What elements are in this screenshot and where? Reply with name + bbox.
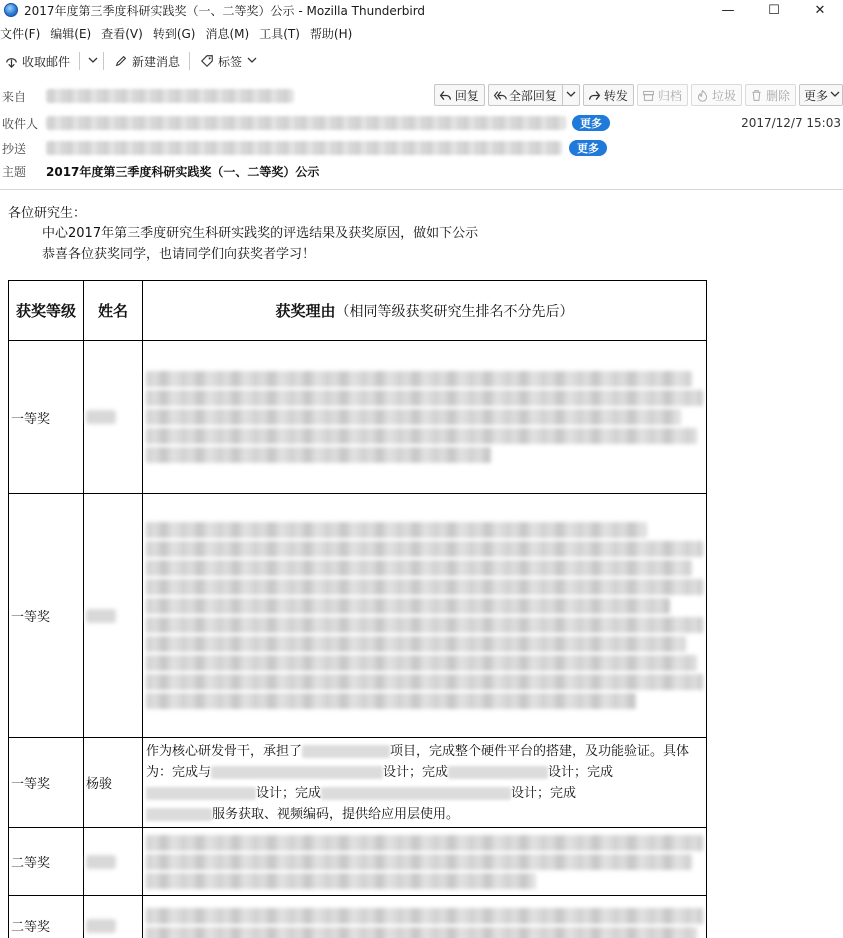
junk-label: 垃圾 — [711, 88, 736, 103]
flame-icon — [696, 88, 710, 102]
cc-row — [0, 138, 843, 158]
header-action-buttons — [434, 84, 843, 106]
award-level: 一等奖 — [9, 738, 84, 828]
minimize-button[interactable]: — — [721, 2, 735, 18]
reason-text: 成 — [600, 764, 614, 780]
header-award-level: 获奖等级 — [9, 281, 84, 341]
delete-button[interactable] — [745, 84, 796, 106]
table-row — [9, 896, 707, 938]
menu-help[interactable]: 帮助(H) — [309, 26, 353, 41]
chevron-down-icon — [830, 88, 840, 102]
reply-all-dropdown[interactable] — [563, 84, 580, 106]
winner-name: 杨骏 — [84, 738, 143, 828]
redacted-name — [86, 609, 116, 623]
reason-text: 设计；完成 — [511, 785, 577, 801]
trash-icon — [750, 88, 764, 102]
tag-button[interactable] — [196, 49, 263, 73]
tag-label: 标签 — [218, 54, 243, 69]
menu-edit[interactable]: 编辑(E) — [50, 26, 92, 41]
redacted-name — [86, 410, 116, 424]
award-reason — [143, 896, 707, 938]
redacted-text — [448, 766, 548, 779]
menu-message[interactable]: 消息(M) — [205, 26, 250, 41]
menu-file[interactable]: 文件(F) — [0, 26, 41, 41]
reply-label: 回复 — [454, 88, 479, 103]
get-mail-button[interactable] — [0, 49, 76, 73]
main-toolbar — [0, 49, 843, 73]
menu-view[interactable]: 查看(V) — [101, 26, 143, 41]
archive-icon — [642, 88, 656, 102]
archive-label: 归档 — [657, 88, 682, 103]
redacted-name — [86, 855, 116, 869]
from-address-redacted[interactable] — [46, 89, 294, 103]
message-date: 2017/12/7 15:03 — [741, 116, 841, 130]
awards-table — [8, 280, 707, 938]
cc-more-button[interactable]: 更多 — [569, 140, 607, 156]
tag-icon — [199, 53, 215, 69]
close-button[interactable]: ✕ — [814, 2, 826, 18]
reason-text: 设计；完 — [548, 764, 601, 780]
toolbar-separator — [189, 52, 190, 70]
winner-name — [84, 341, 143, 494]
table-row — [9, 494, 707, 738]
winner-name — [84, 896, 143, 938]
winner-name — [84, 494, 143, 738]
award-reason — [143, 738, 707, 828]
reason-text: 服务获取、视频编码，提供给应用层使用。 — [212, 806, 460, 822]
award-level: 一等奖 — [9, 494, 84, 738]
redacted-reason — [146, 522, 703, 709]
thunderbird-app-icon — [4, 3, 18, 17]
award-level: 二等奖 — [9, 828, 84, 896]
download-mail-icon — [3, 53, 19, 69]
forward-icon — [588, 88, 602, 102]
forward-label: 转发 — [603, 88, 628, 103]
forward-button[interactable] — [583, 84, 634, 106]
reason-text: 设计；完成 — [383, 764, 449, 780]
cc-addresses-redacted[interactable] — [46, 141, 562, 155]
redacted-text — [211, 766, 383, 779]
award-reason — [143, 494, 707, 738]
award-level: 二等奖 — [9, 896, 84, 938]
archive-button[interactable] — [637, 84, 688, 106]
window-controls — [705, 0, 843, 20]
table-row — [9, 738, 707, 828]
pencil-icon — [113, 53, 129, 69]
redacted-text — [321, 787, 511, 800]
reason-text: 设计；完成 — [256, 785, 322, 801]
subject-value: 2017年度第三季度科研实践奖（一、二等奖）公示 — [46, 164, 320, 179]
redacted-reason — [146, 908, 703, 938]
junk-button[interactable] — [691, 84, 742, 106]
chevron-down-icon — [88, 54, 98, 68]
to-row — [0, 113, 843, 133]
to-addresses-redacted[interactable] — [46, 116, 566, 130]
cc-label: 抄送 — [2, 141, 27, 156]
compose-label: 新建消息 — [132, 54, 181, 69]
subject-row — [0, 161, 843, 181]
table-header-row — [9, 281, 707, 341]
header-name: 姓名 — [84, 281, 143, 341]
header-reason-label: 获奖理由 — [275, 302, 336, 320]
to-more-button[interactable]: 更多 — [572, 115, 610, 131]
intro-paragraph: 中心2017年第三季度研究生科研实践奖的评选结果及获奖原因，做如下公示 — [42, 226, 479, 241]
more-actions-label: 更多 — [803, 88, 828, 103]
subject-label: 主题 — [2, 164, 27, 179]
redacted-text — [146, 787, 256, 800]
award-level: 一等奖 — [9, 341, 84, 494]
menu-bar — [0, 24, 362, 42]
reply-all-button[interactable] — [488, 84, 563, 106]
chevron-down-icon — [566, 88, 576, 102]
greeting-text: 各位研究生： — [8, 206, 87, 221]
congrats-paragraph: 恭喜各位获奖同学，也请同学们向获奖者学习！ — [42, 247, 316, 262]
award-reason — [143, 828, 707, 896]
redacted-name — [86, 919, 116, 933]
from-label: 来自 — [2, 89, 27, 104]
menu-go[interactable]: 转到(G) — [152, 26, 196, 41]
get-mail-dropdown[interactable] — [86, 49, 100, 73]
redacted-reason — [146, 835, 703, 889]
header-reason — [143, 281, 707, 341]
title-bar — [0, 0, 843, 20]
header-reason-note: （相同等级获奖研究生排名不分先后） — [335, 304, 574, 320]
award-reason — [143, 341, 707, 494]
reason-text: 作为核心研发骨干，承担了 — [146, 743, 303, 759]
chevron-down-icon — [247, 54, 257, 68]
table-row — [9, 828, 707, 896]
more-actions-button[interactable] — [799, 84, 843, 106]
table-row — [9, 341, 707, 494]
reply-all-icon — [493, 88, 507, 102]
toolbar-separator — [79, 52, 80, 70]
redacted-text — [146, 808, 212, 821]
redacted-reason — [146, 371, 703, 463]
delete-label: 删除 — [765, 88, 790, 103]
reply-all-label: 全部回复 — [508, 88, 557, 103]
get-mail-label: 收取邮件 — [22, 54, 71, 69]
compose-button[interactable] — [110, 49, 186, 73]
toolbar-separator — [103, 52, 104, 70]
window-title: 2017年度第三季度科研实践奖（一、二等奖）公示 - Mozilla Thunderbird — [24, 3, 426, 18]
maximize-button[interactable]: ☐ — [768, 2, 780, 18]
redacted-text — [302, 745, 390, 758]
reply-button[interactable] — [434, 84, 485, 106]
reason-text: 项目，完成整个硬件平台的搭建，及功能验证。具体为：完成与 — [146, 743, 690, 780]
menu-tools[interactable]: 工具(T) — [259, 26, 300, 41]
winner-name — [84, 828, 143, 896]
message-header — [0, 80, 843, 190]
reply-icon — [439, 88, 453, 102]
to-label: 收件人 — [2, 116, 39, 131]
